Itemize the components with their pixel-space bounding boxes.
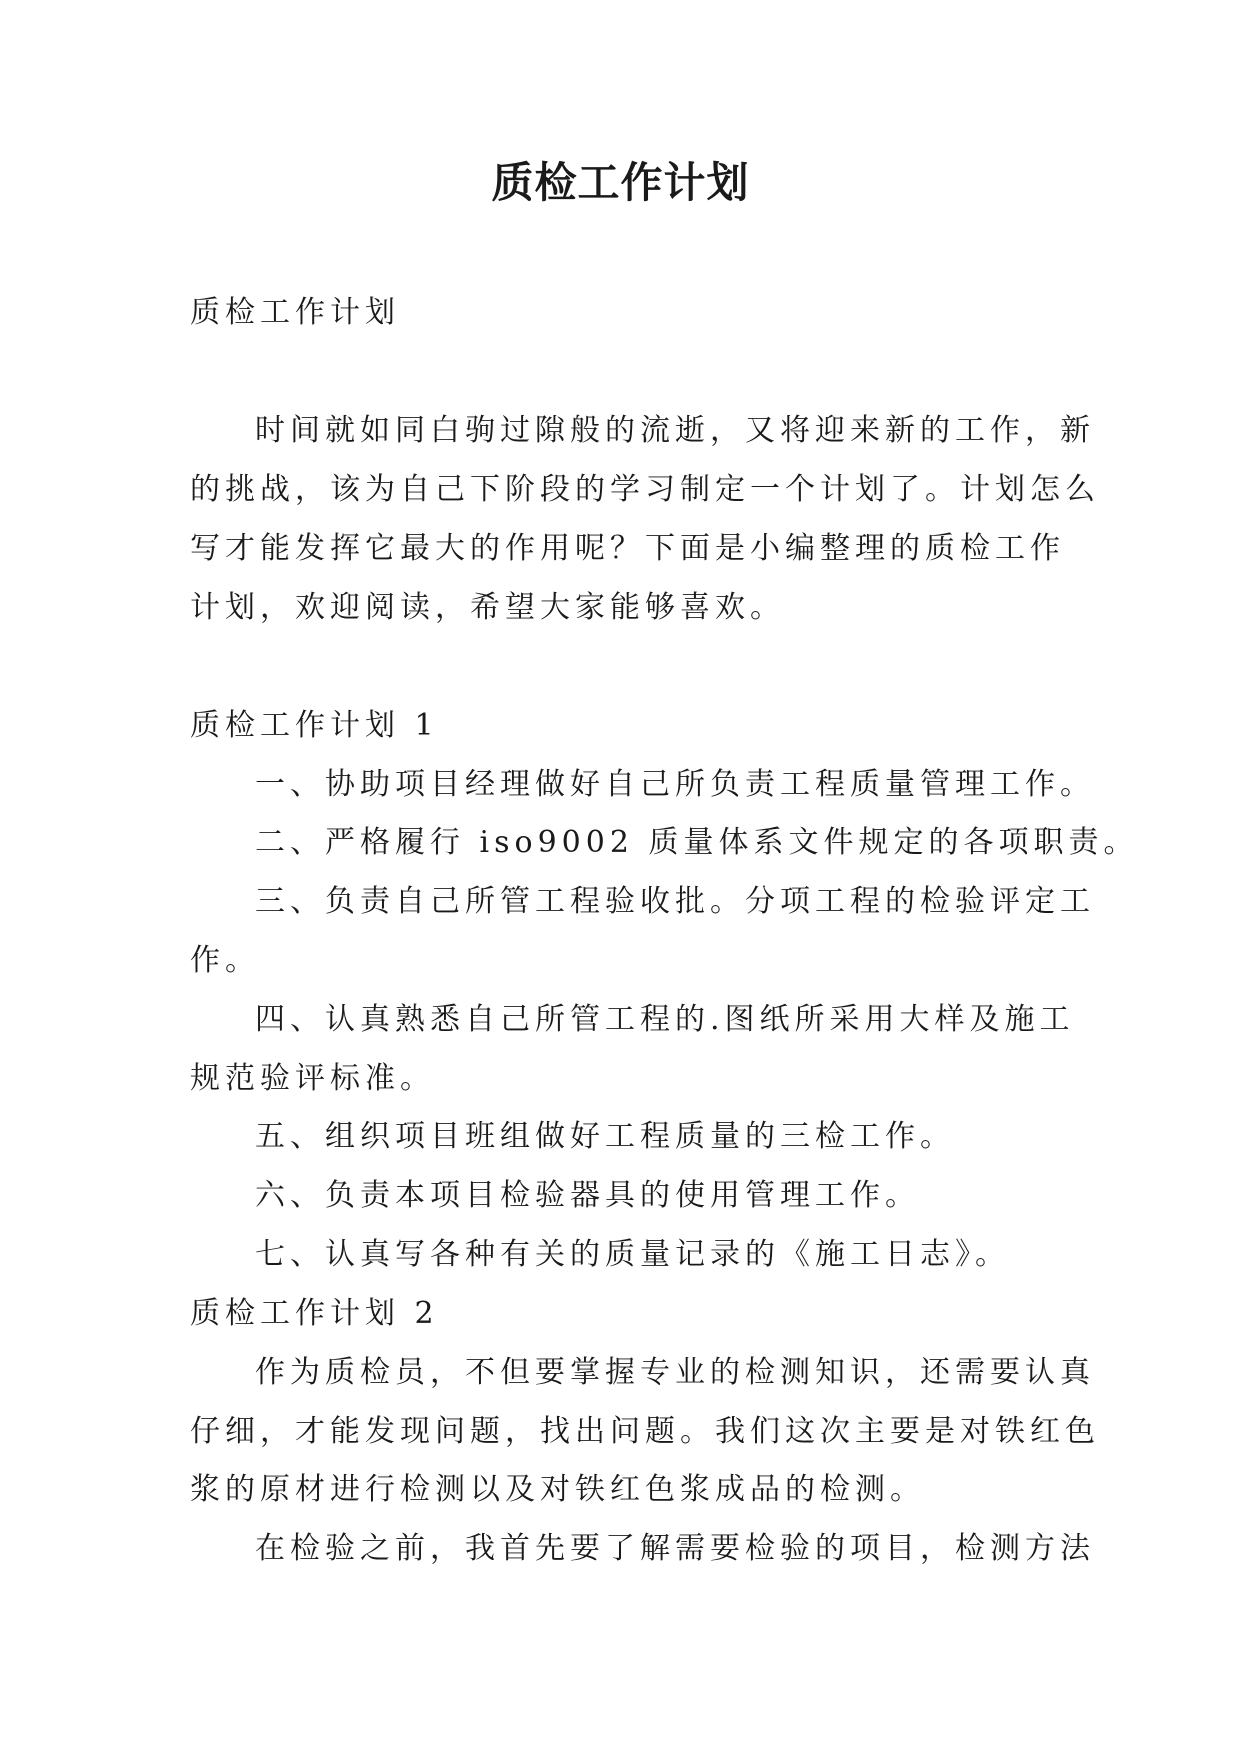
body-line: 作为质检员，不但要掌握专业的检测知识，还需要认真 — [255, 1355, 1095, 1390]
section-heading-2: 质检工作计划 2 — [190, 1296, 439, 1331]
intro-line: 的挑战，该为自己下阶段的学习制定一个计划了。计划怎么 — [190, 472, 1100, 507]
intro-line: 计划，欢迎阅读，希望大家能够喜欢。 — [190, 590, 785, 625]
list-item: 二、严格履行 iso9002 质量体系文件规定的各项职责。 — [255, 825, 1139, 860]
list-item: 六、负责本项目检验器具的使用管理工作。 — [255, 1178, 920, 1213]
list-item: 五、组织项目班组做好工程质量的三检工作。 — [255, 1119, 955, 1154]
body-line: 在检验之前，我首先要了解需要检验的项目，检测方法 — [255, 1531, 1095, 1566]
document-title: 质检工作计划 — [491, 158, 750, 207]
body-line: 仔细，才能发现问题，找出问题。我们这次主要是对铁红色 — [190, 1414, 1100, 1449]
body-line: 浆的原材进行检测以及对铁红色浆成品的检测。 — [190, 1472, 925, 1507]
intro-line: 写才能发挥它最大的作用呢？下面是小编整理的质检工作 — [190, 531, 1065, 566]
section-heading-1: 质检工作计划 1 — [190, 708, 439, 743]
list-item-continuation: 规范验评标准。 — [190, 1061, 435, 1096]
list-item-continuation: 作。 — [190, 943, 260, 978]
subtitle-heading: 质检工作计划 — [190, 295, 400, 330]
list-item: 一、协助项目经理做好自己所负责工程质量管理工作。 — [255, 767, 1095, 802]
list-item: 四、认真熟悉自己所管工程的.图纸所采用大样及施工 — [255, 1002, 1075, 1037]
intro-line: 时间就如同白驹过隙般的流逝，又将迎来新的工作，新 — [255, 413, 1095, 448]
list-item: 三、负责自己所管工程验收批。分项工程的检验评定工 — [255, 884, 1095, 919]
list-item: 七、认真写各种有关的质量记录的《施工日志》。 — [255, 1237, 1010, 1272]
